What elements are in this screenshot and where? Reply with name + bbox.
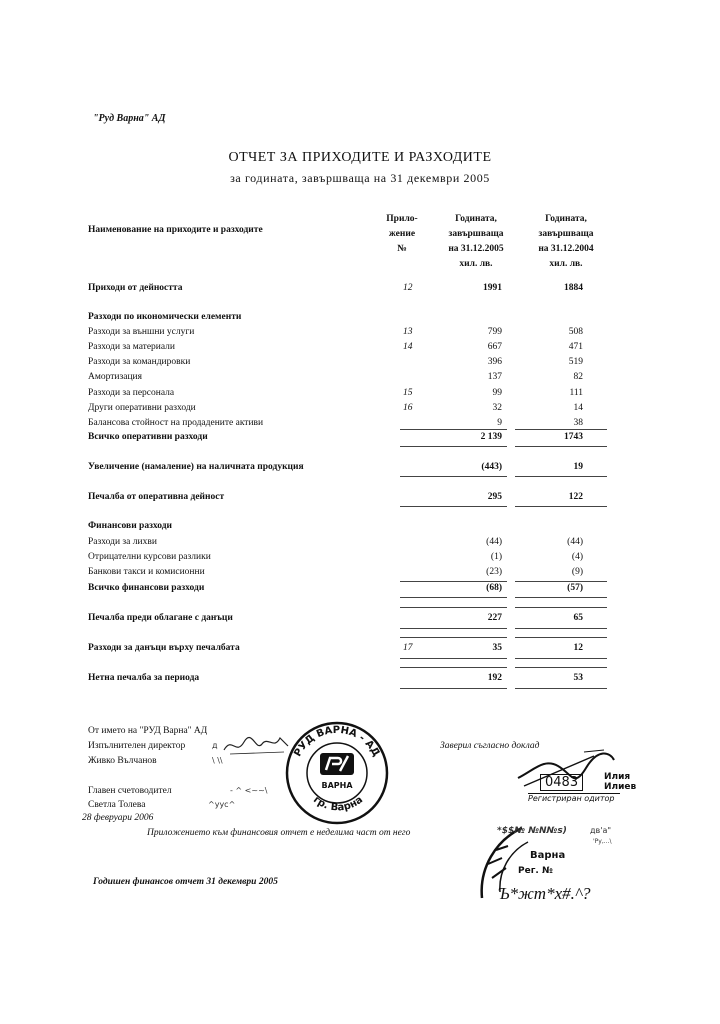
table-row [0, 613, 720, 628]
row-label: Банкови такси и комисионни [88, 567, 205, 577]
row-value-2004: 471 [568, 342, 583, 352]
row-value-2004: 12 [573, 643, 583, 653]
report-subtitle: за годината, завършваща на 31 декември 2005 [230, 171, 490, 185]
table-row [0, 583, 720, 598]
stamp-middle-text: ВАРНА [321, 781, 353, 790]
rule [515, 429, 607, 430]
row-label: Разходи за външни услуги [88, 327, 195, 337]
row-value-2005: 9 [497, 418, 502, 428]
row-value-2005: 192 [487, 673, 502, 683]
table-row [0, 327, 720, 342]
table-row [0, 312, 720, 327]
table-row [0, 357, 720, 372]
certified-label: Заверил съгласно доклад [440, 741, 540, 751]
rule [400, 637, 507, 638]
row-value-2004: (9) [571, 567, 583, 577]
table-row [0, 462, 720, 477]
row-label: Разходи за командировки [88, 357, 191, 367]
row-value-2004: 508 [568, 327, 583, 337]
row-value-2004: 1743 [564, 432, 583, 442]
auditor-caption: Регистриран одитор [528, 793, 620, 803]
audit-stamp-reg: Рег. № [518, 866, 553, 876]
stamp-bottom-text: гр. Варна [310, 794, 366, 814]
header-col-2005 [432, 212, 520, 272]
ocr-garble-2: дв'а" [590, 826, 612, 835]
accountant-signature: - ^ <~~\ [230, 786, 268, 795]
rule [400, 658, 507, 659]
table-row [0, 567, 720, 582]
header-col-line: на 31.12.2005 [448, 244, 504, 254]
row-value-2005: (23) [486, 567, 502, 577]
row-label: Разходи за материали [88, 342, 175, 352]
rule [515, 667, 607, 668]
table-row [0, 432, 720, 447]
rule [400, 607, 507, 608]
exec-signature-tail: \ \\ [212, 756, 223, 765]
table-row [0, 403, 720, 418]
header-col-line: завършваща [538, 229, 594, 239]
rule [400, 429, 507, 430]
auditor-number: 0483 [540, 774, 583, 791]
rule [400, 667, 507, 668]
row-label: Разходи за персонала [88, 388, 175, 398]
rule [400, 581, 507, 582]
row-value-2004: 14 [573, 403, 583, 413]
row-value-2004: (57) [567, 583, 583, 593]
row-label: Всичко оперативни разходи [88, 432, 208, 442]
row-label: Други оперативни разходи [88, 403, 196, 413]
rule [515, 658, 607, 659]
header-col-line: хил. лв. [549, 259, 583, 269]
row-value-2005: 32 [492, 403, 502, 413]
exec-signature-mark: д [212, 741, 218, 750]
row-value-2004: 53 [573, 673, 583, 683]
row-label: Приходи от дейността [88, 283, 183, 293]
rule [400, 506, 507, 507]
row-value-2005: (68) [486, 583, 502, 593]
row-value-2005: 99 [492, 388, 502, 398]
row-value-2004: 38 [573, 418, 583, 428]
table-row [0, 537, 720, 552]
rule [400, 446, 507, 447]
header-col-line: Годината, [455, 214, 497, 224]
row-label: Разходи за данъци върху печалбата [88, 643, 240, 653]
company-stamp [282, 716, 392, 826]
appendix-note: Приложението към финансовия отчет е неделима част от него [147, 828, 411, 838]
table-row [0, 372, 720, 387]
row-label: Разходи за лихви [88, 537, 157, 547]
row-value-2005: (44) [486, 537, 502, 547]
row-value-2004: (44) [567, 537, 583, 547]
report-date: 28 февруари 2006 [82, 813, 154, 823]
auditor-name [604, 772, 636, 792]
row-value-2005: 137 [487, 372, 502, 382]
row-label: Печалба от оперативна дейност [88, 492, 225, 502]
table-row [0, 673, 720, 688]
rule [400, 476, 507, 477]
rule [515, 476, 607, 477]
row-label: Финансови разходи [88, 521, 173, 531]
rule [515, 628, 607, 629]
rule [515, 688, 607, 689]
auditor-name-line: Илия [604, 772, 631, 782]
annual-report-label: Годишен финансов отчет 31 декември 2005 [93, 877, 278, 887]
header-col-line: Годината, [545, 214, 587, 224]
ocr-garble-bottom: Ъ*жт*х#.^? [498, 884, 591, 903]
table-row [0, 492, 720, 507]
row-value-2004: 519 [568, 357, 583, 367]
chief-accountant-label: Главен счетоводител [88, 786, 172, 796]
header-note [372, 212, 432, 257]
row-value-2004: 122 [568, 492, 583, 502]
table-row [0, 283, 720, 298]
row-label: Разходи по икономически елементи [88, 312, 242, 322]
header-name: Наименование на приходите и разходите [88, 225, 263, 235]
report-title: ОТЧЕТ ЗА ПРИХОДИТЕ И РАЗХОДИТЕ [228, 150, 492, 165]
row-label: Печалба преди облагане с данъци [88, 613, 233, 623]
row-label: Увеличение (намаление) на наличната продукция [88, 462, 304, 472]
table-row [0, 521, 720, 536]
rule [515, 637, 607, 638]
table-row [0, 388, 720, 403]
row-value-2004: (4) [571, 552, 583, 562]
row-value-2004: 82 [573, 372, 583, 382]
row-value-2004: 111 [569, 388, 583, 398]
header-col-2004 [522, 212, 610, 272]
header-col-line: завършваща [448, 229, 504, 239]
rule [515, 597, 607, 598]
row-value-2005: 1991 [483, 283, 502, 293]
rule [400, 597, 507, 598]
row-label: Балансова стойност на продадените активи [88, 418, 264, 428]
table-row [0, 342, 720, 357]
row-value-2005: (1) [490, 552, 502, 562]
header-col-line: хил. лв. [459, 259, 493, 269]
rule [515, 581, 607, 582]
ocr-garble-1: *$$№ №N№s) [497, 826, 567, 836]
header-note-line: Прило- [386, 214, 418, 224]
rule [515, 446, 607, 447]
ocr-garble-3: 'Ру,...\ [593, 838, 612, 845]
rule [400, 628, 507, 629]
header-note-line: жение [388, 229, 416, 239]
row-value-2004: 65 [573, 613, 583, 623]
table-row [0, 418, 720, 433]
chief-accountant-name: Светла Толева [88, 800, 146, 810]
row-note: 13 [403, 327, 413, 337]
row-label: Отрицателни курсови разлики [88, 552, 211, 562]
row-value-2005: 396 [487, 357, 502, 367]
on-behalf: От името на "РУД Варна" АД [88, 726, 208, 736]
row-value-2005: 227 [487, 613, 502, 623]
row-label: Всичко финансови разходи [88, 583, 205, 593]
row-label: Нетна печалба за периода [88, 673, 200, 683]
row-note: 12 [403, 283, 413, 293]
row-value-2004: 19 [573, 462, 583, 472]
table-row [0, 643, 720, 658]
row-value-2005: 2 139 [480, 432, 502, 442]
rule [515, 506, 607, 507]
row-value-2005: 667 [487, 342, 502, 352]
svg-text:гр. Варна [311, 794, 365, 813]
row-label: Амортизация [88, 372, 142, 382]
row-value-2005: 295 [487, 492, 502, 502]
exec-director-label: Изпълнителен директор [88, 741, 186, 751]
row-value-2005: 35 [492, 643, 502, 653]
company-name: "Руд Варна" АД [93, 113, 166, 124]
row-value-2004: 1884 [564, 283, 583, 293]
stamp-top-text: РУД ВАРНА - АД [292, 724, 382, 759]
row-note: 15 [403, 388, 413, 398]
row-note: 17 [403, 643, 413, 653]
exec-director-name: Живко Вълчанов [88, 756, 157, 766]
rule [400, 688, 507, 689]
row-note: 14 [403, 342, 413, 352]
auditor-name-line: Илиев [604, 782, 637, 792]
row-value-2005: (443) [481, 462, 502, 472]
table-row [0, 552, 720, 567]
header-col-line: на 31.12.2004 [538, 244, 594, 254]
accountant-signature-2: ^уус^ [208, 800, 236, 809]
row-note: 16 [403, 403, 413, 413]
rule [515, 607, 607, 608]
audit-stamp-city: Варна [530, 850, 566, 861]
row-value-2005: 799 [487, 327, 502, 337]
header-note-line: № [397, 244, 407, 254]
